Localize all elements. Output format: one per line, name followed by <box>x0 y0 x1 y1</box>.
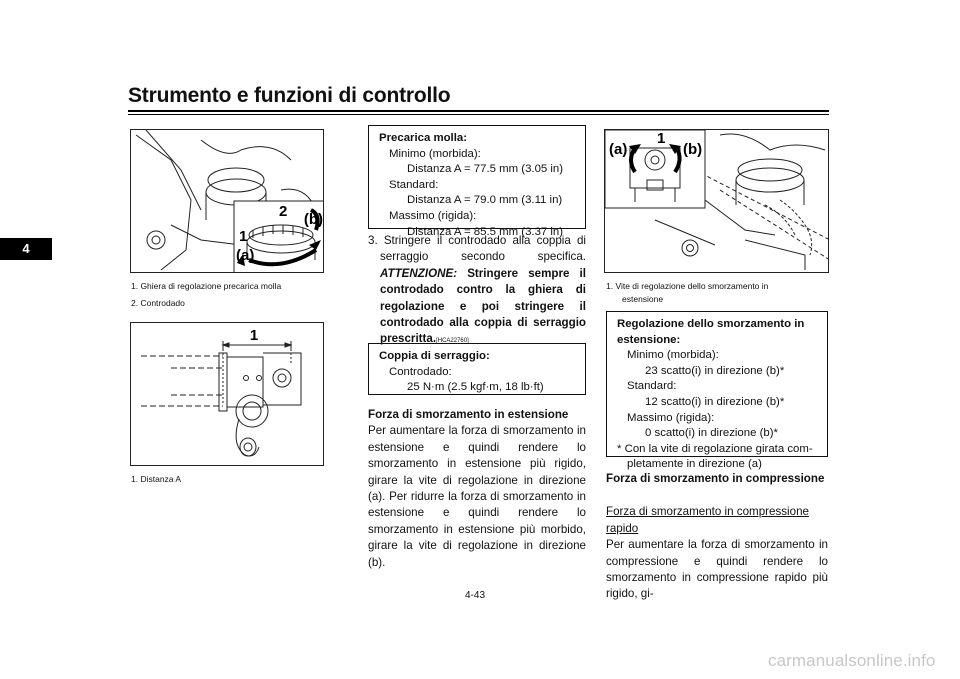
preload-std-label: Standard: <box>389 178 439 191</box>
preload-max-label: Massimo (rigida): <box>389 209 477 222</box>
rebound-spec-note1: * Con la vite di regolazione girata com- <box>617 442 813 455</box>
rebound-spec-title: Regolazione dello smorzamento in estensione: <box>617 318 805 346</box>
step3-text: 3. Stringere il controdado alla coppia di serraggio secondo specifica. <box>368 234 586 264</box>
fig3-label-b: (b) <box>683 141 703 158</box>
title-rule-thin <box>128 114 829 115</box>
page-number: 4-43 <box>465 590 486 601</box>
rebound-spec-note2: pletamente in direzione (a) <box>627 458 762 471</box>
figure1-caption <box>131 280 281 310</box>
rebound-spec-max-label: Massimo (rigida): <box>627 411 715 424</box>
rebound-spec-max-value: 0 scatto(i) in direzione (b)* <box>645 427 778 440</box>
torque-value: 25 N·m (2.5 kgf·m, 18 lb·ft) <box>407 381 544 394</box>
compression-section <box>606 471 828 603</box>
page-title: Strumento e funzioni di controllo <box>128 84 451 107</box>
fig1-label-a: (a) <box>236 247 255 264</box>
fig1-label-2: 2 <box>279 203 288 220</box>
compression-subheading: Forza di smorzamento in compressione rapido <box>606 505 809 535</box>
compression-body: Per aumentare la forza di smorzamento in compressione e quindi rendere lo smorzamento in compressione rapido più rigido, gi- <box>606 538 828 601</box>
rebound-spec-min-value: 23 scatto(i) in direzione (b)* <box>645 364 785 377</box>
rebound-spec-std-value: 12 scatto(i) in direzione (b)* <box>645 395 785 408</box>
figure-preload-adjuster <box>130 129 324 273</box>
figure-distance-a <box>130 322 324 466</box>
watermark: carmanualsonline.info <box>768 651 936 670</box>
rebound-section <box>368 407 586 571</box>
chapter-tab: 4 <box>0 238 52 260</box>
step-3 <box>368 233 586 350</box>
title-rule <box>128 110 829 112</box>
figure3-caption <box>606 280 828 306</box>
caption1-item1: 1. Ghiera di regolazione precarica molla <box>131 281 282 291</box>
fig1-label-b: (b) <box>303 211 323 228</box>
step3-warning-text: Stringere sempre il controdado contro la ghiera di regolazione e poi stringere il controdado alla coppia di serraggio prescritta. <box>380 266 586 346</box>
caption3-item1b: estensione <box>622 294 664 304</box>
step3-warning-label: ATTENZIONE: <box>380 266 458 280</box>
figure-rebound-screw <box>604 129 829 273</box>
preload-title: Precarica molla: <box>379 132 468 144</box>
preload-min-label: Minimo (morbida): <box>389 147 481 160</box>
compression-heading: Forza di smorzamento in compressione <box>606 472 825 485</box>
figure2-caption: 1. Distanza A <box>131 474 182 484</box>
torque-item: Controdado: <box>389 365 452 378</box>
caption3-item1: 1. Vite di regolazione dello smorzamento in <box>606 281 769 291</box>
preload-spec-box <box>368 125 586 238</box>
torque-spec-box <box>368 343 586 395</box>
rebound-spec-box <box>606 311 828 471</box>
fig1-label-1: 1 <box>239 228 248 245</box>
preload-max-value: Distanza A = 85.5 mm (3.37 in) <box>407 225 564 238</box>
rebound-spec-std-label: Standard: <box>627 380 677 393</box>
preload-min-value: Distanza A = 77.5 mm (3.05 in) <box>407 163 564 176</box>
fig3-label-1: 1 <box>657 130 666 147</box>
caption1-item2: 2. Controdado <box>131 298 185 308</box>
rebound-body: Per aumentare la forza di smorzamento in estensione e quindi rendere lo smorzamento in estensione più rigido, girare la vite di regolazione in direzione (a). Per ridurre la forza di smorzamento in estensione e quindi rendere lo smorzamento in estensione più morbido, girare la vite di regolazione in direzione (b). <box>368 424 586 569</box>
rebound-heading: Forza di smorzamento in estensione <box>368 408 569 421</box>
rebound-spec-min-label: Minimo (morbida): <box>627 349 719 362</box>
preload-std-value: Distanza A = 79.0 mm (3.11 in) <box>407 194 563 207</box>
step3-code: [HCA22760] <box>436 338 469 345</box>
torque-title: Coppia di serraggio: <box>379 350 490 362</box>
fig3-label-a: (a) <box>609 141 628 158</box>
fig2-label-1: 1 <box>249 327 259 344</box>
